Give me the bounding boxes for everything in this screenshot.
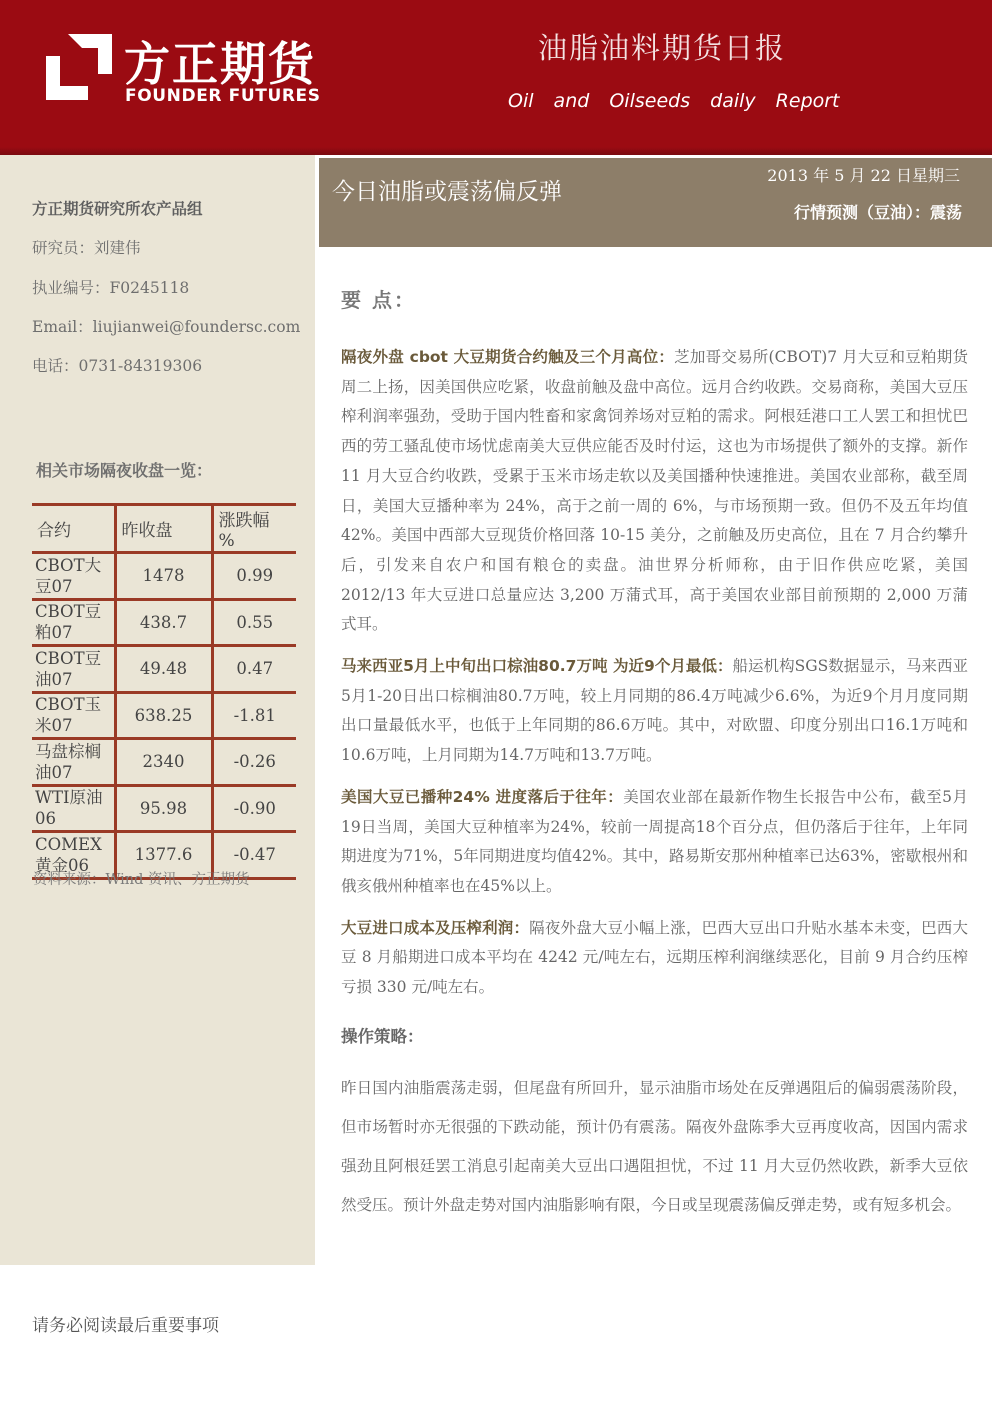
- contract-name: CBOT豆粕07: [32, 599, 115, 646]
- main-content: [341, 284, 968, 1225]
- author-info: [32, 190, 300, 386]
- change-value: 0.47: [212, 646, 296, 693]
- table-row: [32, 646, 296, 693]
- table-row: [32, 599, 296, 646]
- header-shadow: [0, 147, 992, 155]
- topic-bar: [319, 158, 992, 247]
- change-value: -0.90: [212, 785, 296, 832]
- paragraph-body: 隔夜外盘大豆小幅上涨，巴西大豆出口升贴水基本未变，巴西大豆 8 月船期进口成本平均在 4242 元/吨左右，远期压榨利润继续恶化，目前 9 月合约压榨亏损 330 元/吨左右。: [341, 918, 968, 997]
- contract-name: 马盘棕榈油07: [32, 739, 115, 786]
- report-date: 2013 年 5 月 22 日星期三: [767, 166, 960, 185]
- market-table-title: 相关市场隔夜收盘一览：: [36, 461, 213, 480]
- column-header-change: 涨跌幅 %: [212, 505, 296, 553]
- change-value: -1.81: [212, 692, 296, 739]
- contract-name: COMEX黄金06: [32, 832, 115, 879]
- author-email: Email：liujianwei@foundersc.com: [32, 317, 301, 336]
- change-value: 0.55: [212, 599, 296, 646]
- topic-headline: 今日油脂或震荡偏反弹: [332, 179, 562, 205]
- news-paragraph: [341, 914, 968, 1003]
- contract-name: CBOT玉米07: [32, 692, 115, 739]
- news-paragraph: [341, 343, 968, 640]
- paragraph-lead: 美国大豆已播种24% 进度落后于往年：: [341, 787, 624, 806]
- paragraph-body: 芝加哥交易所(CBOT)7 月大豆和豆粕期货周二上扬，因美国供应吃紧，收盘前触及盘中高位。远月合约收跌。交易商称，美国大豆压榨利润率强劲，受助于国内牲畜和家禽饲养场对豆粕的需求。阿根廷港口工人罢工和担忧巴西的劳工骚乱使市场忧虑南美大豆供应能否及时付运，这也为市场提供了额外的支撑。新作 11 月大豆合约收跌，受累于玉米市场走软以及美国播种快速推进。美国农业部称，截至周日，美国大豆播种率为 24%，高于之前一周的 6%，与市场预期一致。但仍不及五年均值 42%。美国中西部大豆现货价格回落 10-15 美分，之前触及历史高位，且在 7 月合约攀升后，引发来自农户和国有粮仓的卖盘。油世界分析师称，由于旧作供应吃紧，美国 2012/13 年大豆进口总量应达 3,200 万蒲式耳，高于美国农业部目前预期的 2,000 万蒲式耳。: [341, 348, 969, 634]
- paragraph-body: 船运机构SGS数据显示，马来西亚5月1-20日出口棕榈油80.7万吨，较上月同期的86.4万吨减少6.6%，为近9个月月度同期出口量最低水平，也低于上年同期的86.6万吨。其中，对欧盟、印度分别出口16.1万吨和10.6万吨，上月同期为14.7万吨和13.7万吨。: [341, 657, 968, 765]
- market-table: [32, 503, 296, 880]
- license-number: 执业编号：F0245118: [32, 278, 190, 297]
- key-points-heading: 要 点：: [341, 288, 416, 312]
- research-group: 方正期货研究所农产品组: [32, 200, 203, 218]
- change-value: -0.26: [212, 739, 296, 786]
- paragraph-body: 美国农业部在最新作物生长报告中公布，截至5月19日当周，美国大豆种植率为24%，较前一周提高18个百分点，但仍落后于往年，上年同期进度为71%，5年同期进度均值42%。其中，路易斯安那州种植率已达63%，密歇根州和俄亥俄州种植率也在45%以上。: [341, 787, 968, 895]
- strategy-paragraph: 昨日国内油脂震荡走弱，但尾盘有所回升，显示油脂市场处在反弹遇阻后的偏弱震荡阶段，但市场暂时亦无很强的下跌动能，预计仍有震荡。隔夜外盘陈季大豆再度收高，因国内需求强劲且阿根廷罢工消息引起南美大豆出口遇阻担忧，不过 11 月大豆仍然收跌，新季大豆依然受压。预计外盘走势对国内油脂影响有限，今日或呈现震荡偏反弹走势，或有短多机会。: [341, 1078, 968, 1214]
- report-title-en: Oil and Oilseeds daily Report: [508, 90, 840, 112]
- column-header-contract: 合约: [32, 505, 115, 553]
- paragraph-lead: 大豆进口成本及压榨利润：: [341, 918, 530, 937]
- close-value: 95.98: [115, 785, 212, 832]
- close-value: 438.7: [115, 599, 212, 646]
- news-paragraph: [341, 783, 968, 902]
- table-row: [32, 553, 296, 600]
- contract-name: CBOT豆油07: [32, 646, 115, 693]
- contract-name: WTI原油06: [32, 785, 115, 832]
- column-header-close: 昨收盘: [115, 505, 212, 553]
- table-row: [32, 785, 296, 832]
- paragraph-lead: 隔夜外盘 cbot 大豆期货合约触及三个月高位：: [341, 348, 675, 366]
- disclaimer-notice: 请务必阅读最后重要事项: [32, 1316, 219, 1336]
- close-value: 1478: [115, 553, 212, 600]
- table-header-row: [32, 505, 296, 553]
- change-value: -0.47: [212, 832, 296, 879]
- close-value: 49.48: [115, 646, 212, 693]
- researcher-name: 研究员：刘建伟: [32, 239, 141, 258]
- news-paragraph: [341, 652, 968, 771]
- close-value: 2340: [115, 739, 212, 786]
- change-value: 0.99: [212, 553, 296, 600]
- report-title-cn: 油脂油料期货日报: [538, 31, 787, 65]
- logo-text-cn: 方正期货: [124, 37, 316, 91]
- table-row: [32, 692, 296, 739]
- contract-name: CBOT大豆07: [32, 553, 115, 600]
- report-header: [0, 0, 992, 155]
- founder-logo-icon: [46, 34, 112, 100]
- author-phone: 电话：0731-84319306: [32, 357, 203, 376]
- strategy-heading: 操作策略：: [341, 1026, 424, 1046]
- paragraph-lead: 马来西亚5月上中旬出口棕油80.7万吨 为近9个月最低：: [341, 657, 733, 676]
- data-source-note: 资料来源：Wind 资讯、方正期货: [33, 872, 250, 888]
- logo-text-en: FOUNDER FUTURES: [125, 86, 321, 106]
- market-forecast: 行情预测（豆油）：震荡: [793, 203, 962, 222]
- close-value: 1377.6: [115, 832, 212, 879]
- table-row: [32, 739, 296, 786]
- close-value: 638.25: [115, 692, 212, 739]
